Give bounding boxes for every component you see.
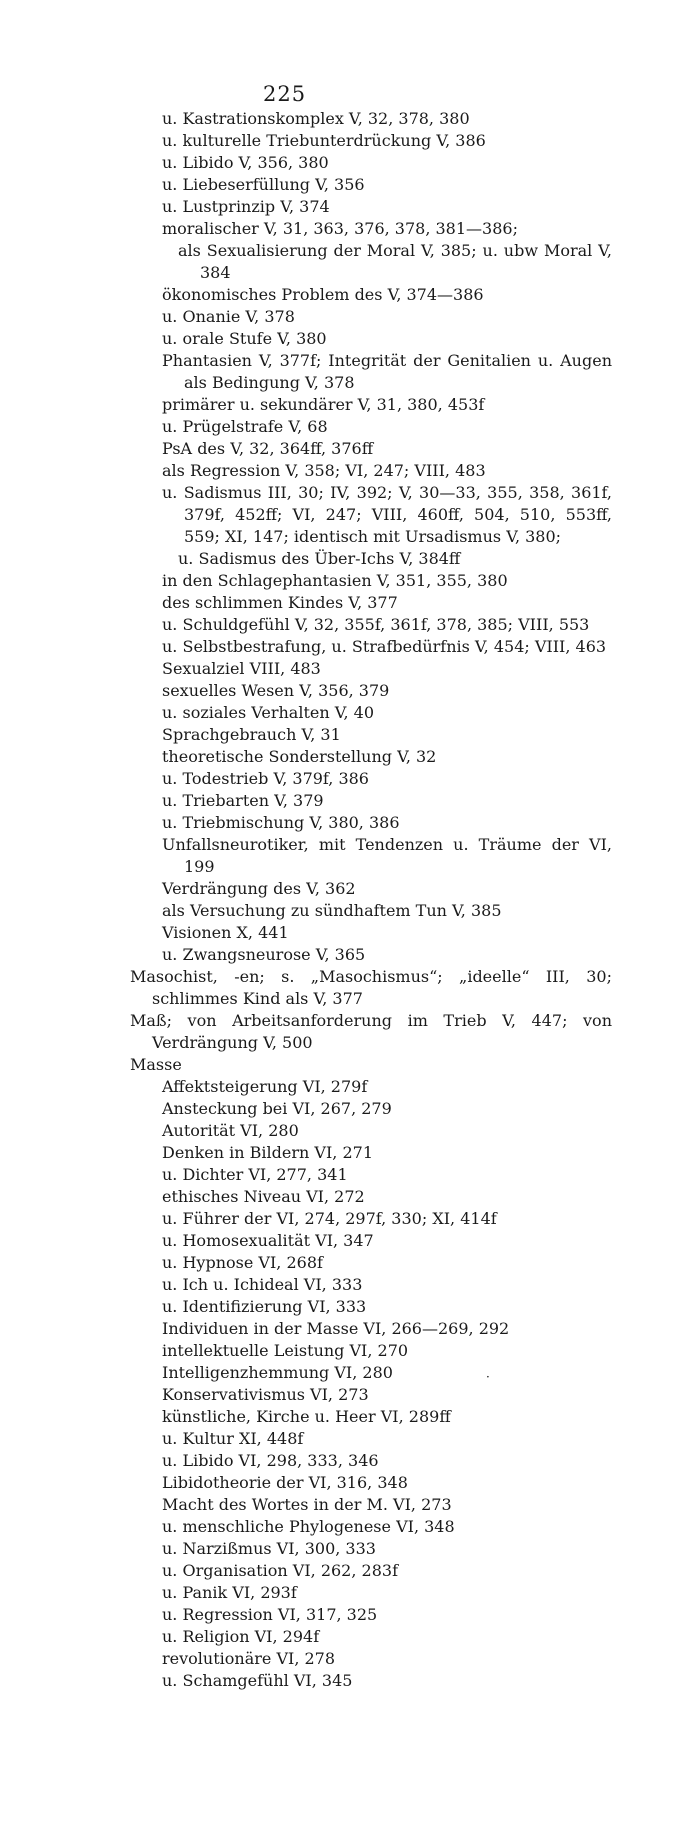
index-entry: u. Kultur XI, 448f [162,1429,304,1448]
index-entry: u. Organisation VI, 262, 283f [162,1561,398,1580]
index-entry: Phantasien V, 377f; Integrität der Genitalien u. Augen als Bedingung V, 378 [162,351,612,392]
index-entry: u. Panik VI, 293f [162,1583,297,1602]
index-entry: revolutionäre VI, 278 [162,1649,336,1668]
index-entry: Autorität VI, 280 [162,1121,299,1140]
index-entry: u. soziales Verhalten V, 40 [162,703,375,722]
index-entry: u. Schuldgefühl V, 32, 355f, 361f, 378, 385; VIII, 553 [162,615,590,634]
index-entry: u. Dichter VI, 277, 341 [162,1165,348,1184]
index-entry: u. Schamgefühl VI, 345 [162,1671,353,1690]
index-entry: Sexualziel VIII, 483 [162,659,321,678]
index-entry: u. Onanie V, 378 [162,307,295,326]
index-entry: u. Triebmischung V, 380, 386 [162,813,400,832]
index-entry: u. Selbstbestrafung, u. Strafbedürfnis V, 454; VIII, 463 [162,637,607,656]
index-entry: u. Libido V, 356, 380 [162,153,329,172]
index-entry: u. Lustprinzip V, 374 [162,197,330,216]
index-entry: u. Sadismus des Über-Ichs V, 384ff [178,549,461,568]
index-entry-list [0,108,697,1692]
index-entry: u. Narzißmus VI, 300, 333 [162,1539,376,1558]
index-entry: u. menschliche Phylogenese VI, 348 [162,1517,455,1536]
index-entry: ökonomisches Problem des V, 374—386 [162,285,484,304]
index-entry: Individuen in der Masse VI, 266—269, 292 [162,1319,510,1338]
index-entry: Verdrängung des V, 362 [162,879,356,898]
index-entry: u. Kastrationskomplex V, 32, 378, 380 [162,109,470,128]
index-entry: als Versuchung zu sündhaftem Tun V, 385 [162,901,502,920]
index-entry: PsA des V, 32, 364ff, 376ff [162,439,374,458]
index-entry: u. Prügelstrafe V, 68 [162,417,328,436]
index-entry: Unfallsneurotiker, mit Tendenzen u. Träume der VI, 199 [162,835,612,876]
stray-mark: · [486,1370,490,1384]
index-entry: u. kulturelle Triebunterdrückung V, 386 [162,131,486,150]
index-entry: Konservativismus VI, 273 [162,1385,369,1404]
index-entry: u. Zwangsneurose V, 365 [162,945,366,964]
index-entry: sexuelles Wesen V, 356, 379 [162,681,390,700]
index-entry: Intelligenzhemmung VI, 280 [162,1363,393,1382]
index-entry: Affektsteigerung VI, 279f [162,1077,368,1096]
index-entry: u. Triebarten V, 379 [162,791,324,810]
index-entry: u. Hypnose VI, 268f [162,1253,323,1272]
index-entry: in den Schlagephantasien V, 351, 355, 380 [162,571,508,590]
page-number: 225 [263,82,307,106]
index-entry: primärer u. sekundärer V, 31, 380, 453f [162,395,485,414]
index-entry: als Sexualisierung der Moral V, 385; u. ubw Moral V, 384 [178,241,612,282]
index-entry: Masochist, -en; s. „Masochismus“; „ideelle“ III, 30; schlimmes Kind als V, 377 [130,967,612,1008]
index-entry: Libidotheorie der VI, 316, 348 [162,1473,408,1492]
index-entry: Maß; von Arbeitsanforderung im Trieb V, 447; von Verdrängung V, 500 [130,1011,612,1052]
index-entry: u. Todestrieb V, 379f, 386 [162,769,369,788]
index-entry: moralischer V, 31, 363, 376, 378, 381—386; [162,219,518,238]
index-entry: u. Ich u. Ichideal VI, 333 [162,1275,363,1294]
index-entry: u. Führer der VI, 274, 297f, 330; XI, 414f [162,1209,497,1228]
index-entry: künstliche, Kirche u. Heer VI, 289ff [162,1407,451,1426]
index-entry: u. orale Stufe V, 380 [162,329,327,348]
index-entry: des schlimmen Kindes V, 377 [162,593,398,612]
index-entry: u. Regression VI, 317, 325 [162,1605,378,1624]
index-entry: Ansteckung bei VI, 267, 279 [162,1099,392,1118]
index-entry: als Regression V, 358; VI, 247; VIII, 483 [162,461,486,480]
index-entry: intellektuelle Leistung VI, 270 [162,1341,409,1360]
index-entry: Macht des Wortes in der M. VI, 273 [162,1495,452,1514]
index-entry: Visionen X, 441 [162,923,289,942]
index-entry: u. Sadismus III, 30; IV, 392; V, 30—33, 355, 358, 361f, 379f, 452ff; VI, 247; VIII, 460ff, 504, 510, 553ff, 559; XI, 147; identisch mit Ursadismus V, 380; [162,483,612,546]
index-entry: u. Liebeserfüllung V, 356 [162,175,365,194]
index-entry: u. Homosexualität VI, 347 [162,1231,374,1250]
index-entry: ethisches Niveau VI, 272 [162,1187,365,1206]
index-entry: theoretische Sonderstellung V, 32 [162,747,437,766]
index-entry: u. Libido VI, 298, 333, 346 [162,1451,379,1470]
index-entry: Denken in Bildern VI, 271 [162,1143,373,1162]
index-entry: Masse [130,1055,182,1074]
index-entry: u. Religion VI, 294f [162,1627,320,1646]
index-entry: Sprachgebrauch V, 31 [162,725,341,744]
index-entry: u. Identifizierung VI, 333 [162,1297,367,1316]
